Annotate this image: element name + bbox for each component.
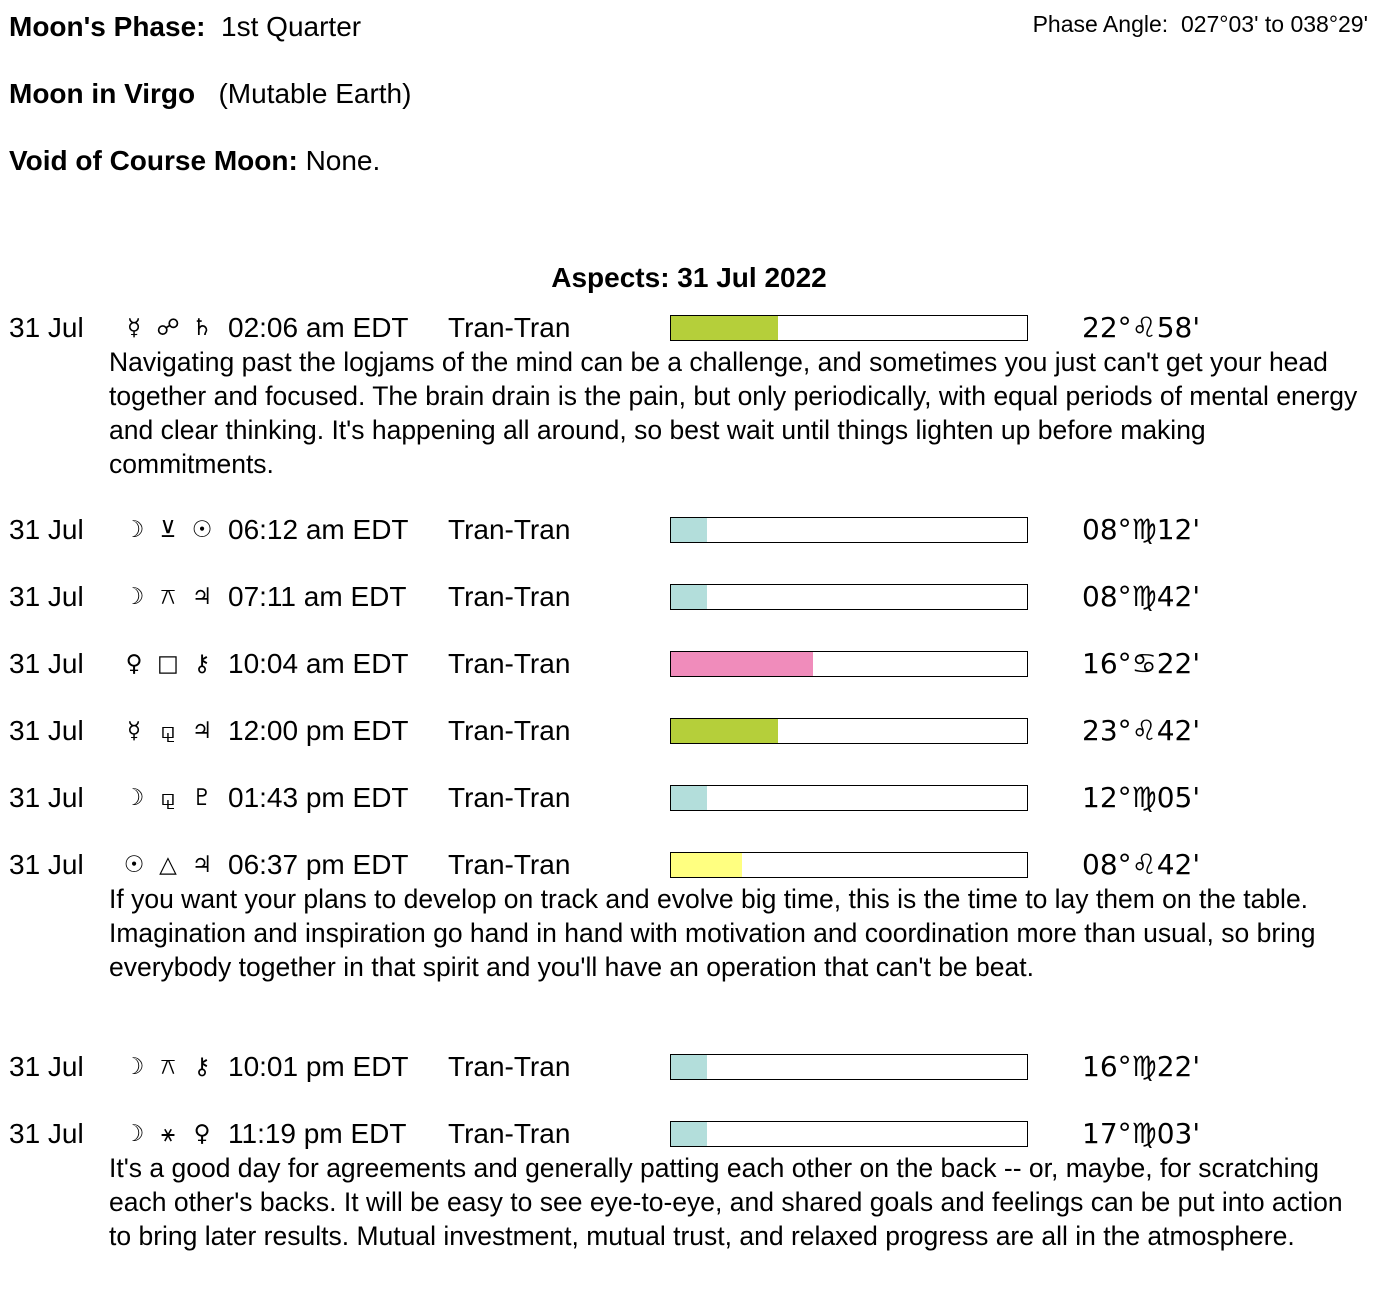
aspect-row <box>0 513 1382 547</box>
moon-icon: ☽ <box>123 584 145 610</box>
aspect-strength-fill <box>671 1055 707 1079</box>
trine-icon: △ <box>159 852 177 878</box>
aspect-glyphs <box>118 513 218 547</box>
aspect-row <box>0 781 1382 815</box>
aspect-strength-fill <box>671 652 813 676</box>
jupiter-icon: ♃ <box>191 718 213 744</box>
sun-icon: ☉ <box>191 517 213 543</box>
aspect-strength-bar <box>670 315 1028 341</box>
venus-icon: ♀ <box>193 1121 211 1147</box>
void-of-course-value: None. <box>305 145 381 176</box>
aspect-glyphs <box>118 781 218 815</box>
aspect-row <box>0 647 1382 681</box>
aspect-type: Tran-Tran <box>448 782 571 813</box>
phase-angle-label: Phase Angle: <box>1032 11 1169 37</box>
aspect-date: 31 Jul <box>9 1051 84 1082</box>
aspect-time: 12:00 pm EDT <box>228 715 409 746</box>
aspect-position: 22°♌58' <box>1082 311 1201 344</box>
aspect-position: 08°♍12' <box>1082 513 1201 546</box>
aspect-strength-fill <box>671 518 707 542</box>
moon-icon: ☽ <box>123 785 145 811</box>
pluto-icon: ♇ <box>191 785 213 811</box>
aspect-time: 07:11 am EDT <box>228 581 407 612</box>
quincunx-icon: ⚻ <box>160 1054 176 1080</box>
aspect-strength-fill <box>671 1122 707 1146</box>
chiron-icon: ⚷ <box>193 1054 211 1080</box>
aspect-date: 31 Jul <box>9 514 84 545</box>
aspect-row <box>0 580 1382 614</box>
aspect-date: 31 Jul <box>9 312 84 343</box>
opposition-icon: ☍ <box>156 315 180 341</box>
aspect-strength-fill <box>671 786 707 810</box>
moon-icon: ☽ <box>123 1054 145 1080</box>
semisextile-icon: ⊻ <box>159 517 177 543</box>
aspect-date: 31 Jul <box>9 1118 84 1149</box>
sun-icon: ☉ <box>123 852 145 878</box>
aspect-time: 10:01 pm EDT <box>228 1051 409 1082</box>
aspect-type: Tran-Tran <box>448 849 571 880</box>
aspect-strength-fill <box>671 585 707 609</box>
saturn-icon: ♄ <box>191 315 213 341</box>
aspect-row <box>0 1050 1382 1084</box>
aspect-type: Tran-Tran <box>448 581 571 612</box>
aspect-glyphs <box>118 1117 218 1151</box>
void-of-course-label: Void of Course Moon: <box>9 145 298 176</box>
aspect-strength-fill <box>671 719 778 743</box>
aspect-strength-bar <box>670 584 1028 610</box>
aspect-strength-bar <box>670 785 1028 811</box>
aspect-time: 02:06 am EDT <box>228 312 409 343</box>
aspect-time: 06:37 pm EDT <box>228 849 409 880</box>
aspect-strength-fill <box>671 853 742 877</box>
aspect-glyphs <box>118 311 218 345</box>
aspect-strength-fill <box>671 316 778 340</box>
aspect-date: 31 Jul <box>9 648 84 679</box>
aspect-date: 31 Jul <box>9 715 84 746</box>
aspect-time: 01:43 pm EDT <box>228 782 409 813</box>
aspect-strength-bar <box>670 852 1028 878</box>
aspect-glyphs <box>118 647 218 681</box>
aspect-description: Navigating past the logjams of the mind can be a challenge, and sometimes you just can't get your head together and focused. The brain drain is the pain, but only periodically, with equal periods of mental energy and clear thinking. It's happening all around, so best wait until things lighten up before making commitments. <box>109 347 1358 479</box>
aspect-position: 23°♌42' <box>1082 714 1201 747</box>
aspect-type: Tran-Tran <box>448 648 571 679</box>
mercury-icon: ☿ <box>126 718 142 744</box>
jupiter-icon: ♃ <box>191 852 213 878</box>
aspect-time: 10:04 am EDT <box>228 648 409 679</box>
aspect-date: 31 Jul <box>9 782 84 813</box>
aspect-position: 17°♍03' <box>1082 1117 1201 1150</box>
aspect-row <box>0 848 1382 882</box>
aspect-strength-bar <box>670 517 1028 543</box>
aspect-time: 11:19 pm EDT <box>228 1118 407 1149</box>
aspect-strength-bar <box>670 718 1028 744</box>
aspect-type: Tran-Tran <box>448 1051 571 1082</box>
moon-sign-detail: (Mutable Earth) <box>218 78 412 109</box>
aspect-position: 12°♍05' <box>1082 781 1201 814</box>
moon-icon: ☽ <box>123 1121 145 1147</box>
jupiter-icon: ♃ <box>191 584 213 610</box>
sextile-icon: ⚹ <box>161 1121 175 1147</box>
aspect-row <box>0 311 1382 345</box>
aspect-time: 06:12 am EDT <box>228 514 409 545</box>
quincunx-icon: ⚻ <box>160 584 176 610</box>
aspect-description: If you want your plans to develop on track and evolve big time, this is the time to lay them on the table. Imagination and inspiration go hand in hand with motivation and coordination more than usual, so bring everybody together in that spirit and you'll have an operation that can't be beat. <box>109 884 1316 982</box>
mercury-icon: ☿ <box>126 315 142 341</box>
sesquiquadrate-icon: ⚼ <box>160 718 176 744</box>
aspect-position: 08°♌42' <box>1082 848 1201 881</box>
aspect-glyphs <box>118 1050 218 1084</box>
aspect-row <box>0 714 1382 748</box>
sesquiquadrate-icon: ⚼ <box>160 785 176 811</box>
moon-phase-label: Moon's Phase: <box>9 11 206 42</box>
aspect-type: Tran-Tran <box>448 1118 571 1149</box>
venus-icon: ♀ <box>125 651 143 677</box>
aspects-title: Aspects: 31 Jul 2022 <box>551 262 827 293</box>
aspect-glyphs <box>118 848 218 882</box>
aspect-position: 08°♍42' <box>1082 580 1201 613</box>
phase-angle-value: 027°03' to 038°29' <box>1180 11 1368 37</box>
moon-phase-value: 1st Quarter <box>221 11 362 42</box>
aspect-type: Tran-Tran <box>448 312 571 343</box>
aspect-strength-bar <box>670 1054 1028 1080</box>
aspect-position: 16°♍22' <box>1082 1050 1201 1083</box>
aspect-glyphs <box>118 580 218 614</box>
moon-icon: ☽ <box>123 517 145 543</box>
aspect-strength-bar <box>670 651 1028 677</box>
aspect-type: Tran-Tran <box>448 514 571 545</box>
aspect-position: 16°♋22' <box>1082 647 1201 680</box>
aspect-row <box>0 1117 1382 1151</box>
chiron-icon: ⚷ <box>193 651 211 677</box>
aspect-strength-bar <box>670 1121 1028 1147</box>
aspect-date: 31 Jul <box>9 849 84 880</box>
aspect-type: Tran-Tran <box>448 715 571 746</box>
aspect-glyphs <box>118 714 218 748</box>
moon-sign-label: Moon in Virgo <box>9 78 196 109</box>
aspect-description: It's a good day for agreements and generally patting each other on the back -- or, maybe, for scratching each other's backs. It will be easy to see eye-to-eye, and shared goals and feelings can be put into action to bring later results. Mutual investment, mutual trust, and relaxed progress are all in the atmosphere. <box>109 1153 1343 1251</box>
aspect-date: 31 Jul <box>9 581 84 612</box>
square-icon: □ <box>157 651 179 677</box>
